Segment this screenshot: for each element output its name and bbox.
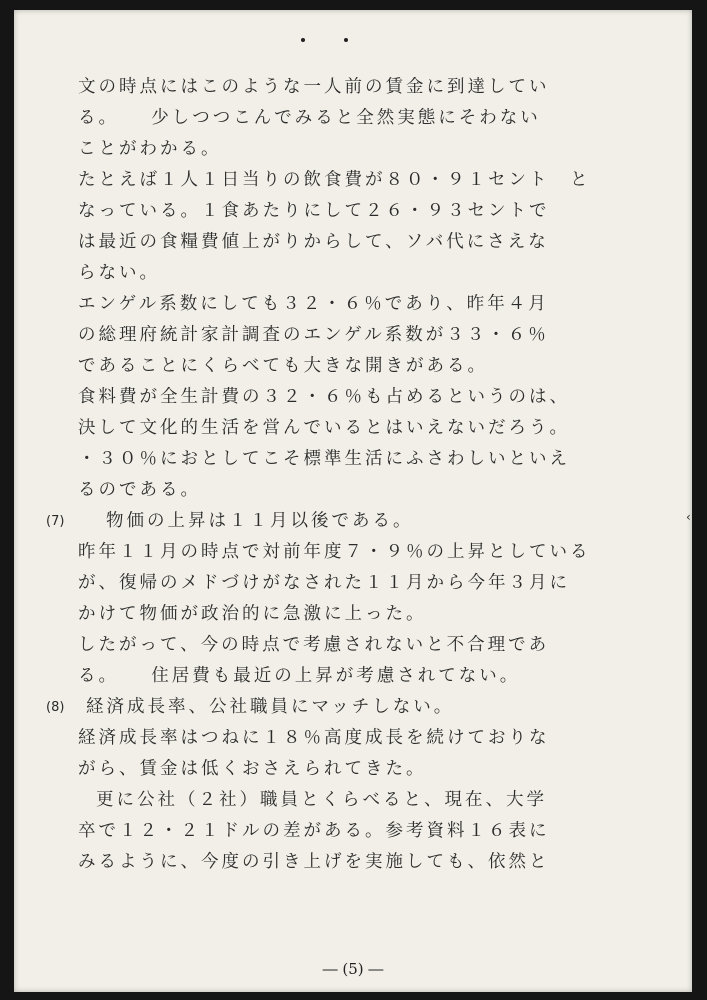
binding-holes bbox=[14, 38, 692, 48]
text-line: 更に公社（２社）職員とくらべると、現在、大学 bbox=[96, 790, 547, 810]
item-8-heading bbox=[46, 692, 638, 723]
item-marker-8: (8) bbox=[46, 700, 65, 715]
text-line: 経済成長率はつねに１８％高度成長を続けておりな bbox=[78, 728, 550, 748]
handwritten-body bbox=[46, 72, 638, 878]
punch-dot bbox=[301, 38, 305, 42]
text-line: なっている。１食あたりにして２６・９３セントで bbox=[78, 201, 550, 221]
text-line: エンゲル系数にしても３２・６％であり、昨年４月 bbox=[78, 294, 549, 314]
text-line: ことがわかる。 bbox=[78, 139, 222, 159]
text-line: 経済成長率、公社職員にマッチしない。 bbox=[86, 697, 455, 717]
text-line: 決して文化的生活を営んでいるとはいえないだろう。 bbox=[78, 418, 570, 438]
text-line: 文の時点にはこのような一人前の賃金に到達してい bbox=[78, 77, 550, 97]
text-line: みるように、今度の引き上げを実施しても、依然と bbox=[78, 852, 550, 872]
text-line: る。 住居費も最近の上昇が考慮されてない。 bbox=[78, 666, 521, 686]
text-line: は最近の食糧費値上がりからして、ソバ代にさえな bbox=[78, 232, 549, 252]
text-line: であることにくらべても大きな開きがある。 bbox=[78, 356, 488, 376]
text-line: ・３０％におとしてこそ標準生活にふさわしいといえ bbox=[78, 449, 570, 469]
punch-dot bbox=[344, 38, 348, 42]
page-number: ― (5) ― bbox=[322, 960, 384, 978]
text-line: の総理府統計家計調査のエンゲル系数が３３・６％ bbox=[78, 325, 549, 345]
margin-tick: ‹ bbox=[686, 510, 691, 524]
text-line: 卒で１２・２１ドルの差がある。参考資料１６表に bbox=[78, 821, 550, 841]
text-line: らない。 bbox=[78, 263, 160, 283]
text-line: かけて物価が政治的に急激に上った。 bbox=[78, 604, 427, 624]
text-line: 物価の上昇は１１月以後である。 bbox=[106, 511, 414, 531]
document-page bbox=[14, 10, 692, 992]
text-line: が、復帰のメドづけがなされた１１月から今年３月に bbox=[78, 573, 570, 593]
text-line: 食料費が全生計費の３２・６％も占めるというのは、 bbox=[78, 387, 570, 407]
item-marker-7: (7) bbox=[46, 514, 65, 529]
text-line: る。 少しつつこんでみると全然実態にそわない bbox=[78, 108, 541, 128]
text-line: るのである。 bbox=[78, 480, 201, 500]
text-line: がら、賃金は低くおさえられてきた。 bbox=[78, 759, 427, 779]
text-line: 昨年１１月の時点で対前年度７・９％の上昇としている bbox=[78, 542, 591, 562]
text-line: たとえば１人１日当りの飲食費が８０・９１セント と bbox=[78, 170, 591, 190]
item-7-heading bbox=[46, 506, 638, 537]
text-line: したがって、今の時点で考慮されないと不合理であ bbox=[78, 635, 550, 655]
